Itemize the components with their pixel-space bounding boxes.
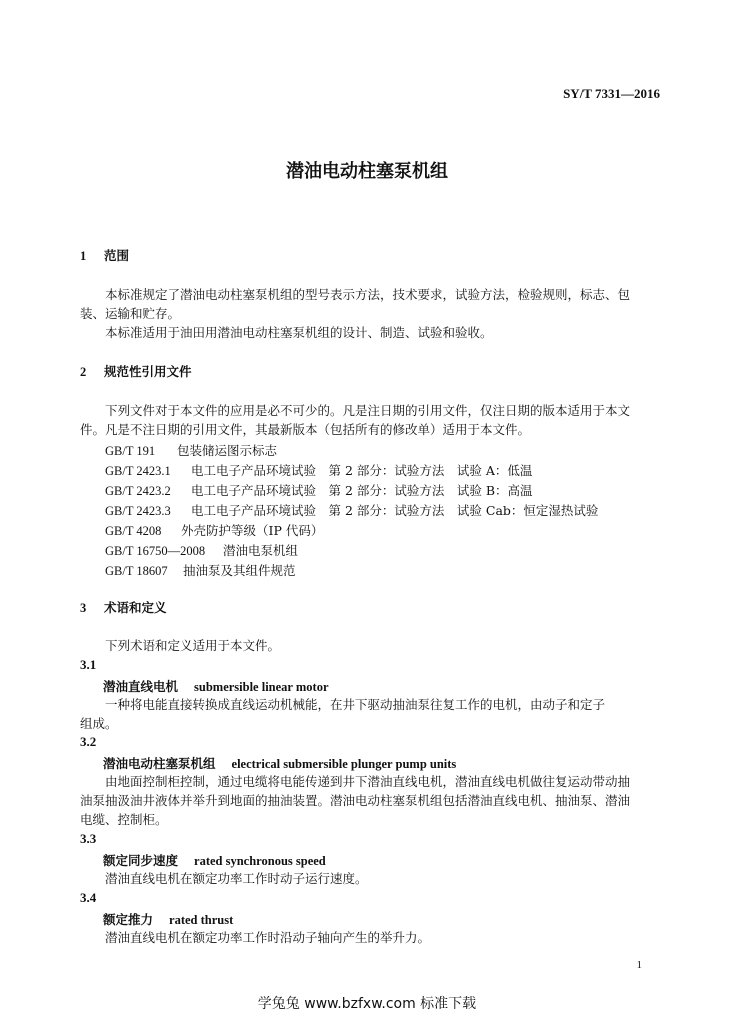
reference-code: GB/T 2423.3 [105,504,171,518]
term-definition-line: 电缆、控制柜。 [80,812,168,827]
term-heading [103,677,329,695]
section-2-paragraph-line: 下列文件对于本文件的应用是必不可少的。凡是注日期的引用文件，仅注日期的版本适用于本文 [105,403,631,418]
term-chinese-name: 额定推力 [103,912,154,927]
reference-title: 包装储运图示标志 [177,443,278,458]
footer-watermark-link[interactable]: 学兔兔 www.bzfxw.com 标准下载 [257,996,477,1012]
reference-item [105,521,323,539]
section-number: 3 [80,601,87,615]
term-number: 3.1 [80,657,97,672]
reference-code: GB/T 16750—2008 [105,544,206,558]
reference-title: 外壳防护等级（IP 代码） [181,523,324,538]
reference-title: 抽油泵及其组件规范 [183,563,296,578]
term-english-name: submersible linear motor [194,680,329,694]
section-3-intro: 下列术语和定义适用于本文件。 [105,638,281,653]
reference-code: GB/T 2423.2 [105,484,171,498]
term-english-name: rated thrust [169,913,234,927]
reference-item [105,441,277,459]
reference-item [105,481,533,499]
reference-code: GB/T 4208 [105,524,162,538]
term-definition-line: 一种将电能直接转换成直线运动机械能，在井下驱动抽油泵往复工作的电机，由动子和定子 [105,697,606,712]
section-title: 规范性引用文件 [104,364,192,379]
standard-code: SY/T 7331—2016 [563,86,660,101]
reference-title: 电工电子产品环境试验 第 2 部分：试验方法 试验 Cab：恒定湿热试验 [191,503,599,518]
reference-code: GB/T 191 [105,444,156,458]
term-heading [103,910,233,928]
reference-item [105,501,598,519]
section-number: 2 [80,365,87,379]
section-1-paragraph-line: 装、运输和贮存。 [80,306,181,321]
section-1-paragraph-line: 本标准规定了潜油电动柱塞泵机组的型号表示方法，技术要求，试验方法，检验规则，标志、包 [105,287,631,302]
section-1-paragraph-2: 本标准适用于油田用潜油电动柱塞泵机组的设计、制造、试验和验收。 [105,325,493,340]
term-definition-line: 组成。 [80,716,118,731]
reference-title: 电工电子产品环境试验 第 2 部分：试验方法 试验 A：低温 [191,463,533,478]
term-number: 3.4 [80,890,97,905]
term-heading [103,851,326,869]
term-number: 3.2 [80,734,97,749]
section-2-paragraph-line: 件。凡是不注日期的引用文件，其最新版本（包括所有的修改单）适用于本文件。 [80,422,531,437]
term-chinese-name: 潜油直线电机 [103,679,179,694]
section-title: 范围 [104,248,130,263]
section-3-heading [80,598,167,616]
term-definition-line: 油泵抽汲油井液体并举升到地面的抽油装置。潜油电动柱塞泵机组包括潜油直线电机、抽油泵、潜油 [80,793,631,808]
term-heading [103,754,456,772]
term-definition-line: 由地面控制柜控制，通过电缆将电能传递到井下潜油直线电机，潜油直线电机做往复运动带动抽 [105,774,631,789]
reference-item [105,541,298,559]
section-2-heading [80,362,192,380]
term-english-name: rated synchronous speed [194,854,326,868]
section-number: 1 [80,249,87,263]
reference-code: GB/T 18607 [105,564,168,578]
reference-item [105,461,532,479]
term-chinese-name: 潜油电动柱塞泵机组 [103,756,216,771]
section-title: 术语和定义 [104,600,167,615]
reference-title: 电工电子产品环境试验 第 2 部分：试验方法 试验 B：高温 [191,483,533,498]
term-definition-line: 潜油直线电机在额定功率工作时沿动子轴向产生的举升力。 [105,930,431,945]
document-title: 潜油电动柱塞泵机组 [286,161,448,182]
page-number: 1 [636,959,642,971]
reference-title: 潜油电泵机组 [223,543,299,558]
term-chinese-name: 额定同步速度 [103,853,179,868]
term-english-name: electrical submersible plunger pump units [231,757,457,771]
term-number: 3.3 [80,831,97,846]
reference-code: GB/T 2423.1 [105,464,171,478]
reference-item [105,561,296,579]
term-definition-line: 潜油直线电机在额定功率工作时动子运行速度。 [105,871,368,886]
section-1-heading [80,246,129,264]
